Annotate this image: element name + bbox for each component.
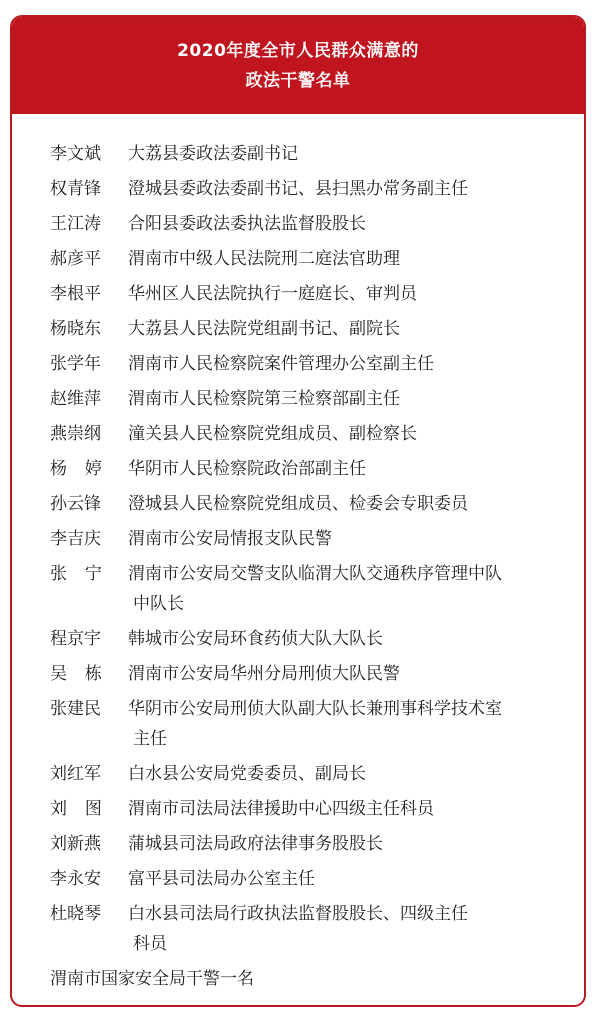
person-name: 李永安 — [50, 869, 101, 889]
person-title — [128, 659, 564, 689]
person-title — [128, 384, 564, 414]
person-name: 杜晓琴 — [50, 904, 101, 924]
person-title — [128, 524, 564, 554]
person-name: 王江涛 — [50, 214, 101, 234]
person-title-text: 潼关县人民检察院党组成员、副检察长 — [128, 424, 417, 444]
person-title-text: 澄城县人民检察院党组成员、检委会专职委员 — [128, 494, 468, 514]
person-name: 郝彦平 — [50, 249, 101, 269]
roster-row — [50, 489, 564, 519]
roster-row — [50, 349, 564, 379]
roster-row — [50, 524, 564, 554]
person-title-text: 合阳县委政法委执法监督股股长 — [128, 214, 366, 234]
roster-row — [50, 794, 564, 824]
person-title — [128, 419, 564, 449]
person-name: 杨婷 — [50, 459, 120, 479]
person-name: 孙云锋 — [50, 494, 101, 514]
person-name: 张学年 — [50, 354, 101, 374]
person-title — [128, 794, 564, 824]
person-name: 张宁 — [50, 564, 120, 584]
person-name: 刘图 — [50, 799, 120, 819]
person-title-text: 大荔县人民法院党组副书记、副院长 — [128, 319, 400, 339]
roster-row — [50, 279, 564, 309]
roster-row — [50, 864, 564, 894]
person-title-text: 华阴市人民检察院政治部副主任 — [128, 459, 366, 479]
roster-row — [50, 384, 564, 414]
person-title-text: 韩城市公安局环食药侦大队大队长 — [128, 629, 383, 649]
roster-row — [50, 454, 564, 484]
roster-row — [50, 244, 564, 274]
person-title-text: 渭南市人民检察院第三检察部副主任 — [128, 389, 400, 409]
roster-row — [50, 624, 564, 654]
person-title-continuation: 中队长 — [133, 594, 184, 614]
footer-entry-text: 渭南市国家安全局干警一名 — [50, 969, 254, 989]
person-title — [128, 864, 564, 894]
person-title — [128, 314, 564, 344]
roster-row — [50, 829, 564, 859]
person-name: 李文斌 — [50, 144, 101, 164]
person-title-continuation: 主任 — [133, 729, 167, 749]
person-title — [128, 489, 564, 519]
person-title — [128, 624, 564, 654]
person-title — [128, 349, 564, 379]
person-title-text: 渭南市人民检察院案件管理办公室副主任 — [128, 354, 434, 374]
person-name: 李吉庆 — [50, 529, 101, 549]
header-title-line1: 2020年度全市人民群众满意的 — [177, 40, 419, 61]
roster-row — [50, 139, 564, 169]
roster-row — [50, 659, 564, 689]
person-name: 权青锋 — [50, 179, 101, 199]
roster-row — [50, 759, 564, 789]
roster-row-footer — [50, 964, 564, 994]
person-name: 张建民 — [50, 699, 101, 719]
person-name: 程京宇 — [50, 629, 101, 649]
person-title-text: 白水县公安局党委委员、副局长 — [128, 764, 366, 784]
person-title-text: 大荔县委政法委副书记 — [128, 144, 298, 164]
person-title — [128, 829, 564, 859]
person-title — [128, 559, 564, 619]
roster-row — [50, 209, 564, 239]
roster-header — [12, 17, 584, 114]
person-title — [128, 454, 564, 484]
person-name: 刘新燕 — [50, 834, 101, 854]
roster-row — [50, 419, 564, 449]
person-name: 刘红军 — [50, 764, 101, 784]
person-name: 李根平 — [50, 284, 101, 304]
person-title-text: 蒲城县司法局政府法律事务股股长 — [128, 834, 383, 854]
person-title-text: 富平县司法局办公室主任 — [128, 869, 315, 889]
person-title-text: 渭南市公安局交警支队临渭大队交通秩序管理中队 — [128, 564, 502, 584]
person-title — [128, 899, 564, 959]
person-title — [128, 279, 564, 309]
person-title-text: 华州区人民法院执行一庭庭长、审判员 — [128, 284, 417, 304]
person-title-text: 澄城县委政法委副书记、县扫黑办常务副主任 — [128, 179, 468, 199]
person-title-text: 渭南市中级人民法院刑二庭法官助理 — [128, 249, 400, 269]
person-title-text: 华阴市公安局刑侦大队副大队长兼刑事科学技术室 — [128, 699, 502, 719]
person-title — [128, 174, 564, 204]
person-title-text: 白水县司法局行政执法监督股股长、四级主任 — [128, 904, 468, 924]
header-title-line2: 政法干警名单 — [245, 70, 351, 91]
roster-row — [50, 559, 564, 619]
roster-row — [50, 694, 564, 754]
roster-row — [50, 899, 564, 959]
person-name: 燕崇纲 — [50, 424, 101, 444]
person-title — [128, 139, 564, 169]
roster-row — [50, 174, 564, 204]
person-title-text: 渭南市司法局法律援助中心四级主任科员 — [128, 799, 434, 819]
roster-row — [50, 314, 564, 344]
person-title-text: 渭南市公安局华州分局刑侦大队民警 — [128, 664, 400, 684]
person-name: 吴栋 — [50, 664, 120, 684]
roster-list — [50, 139, 564, 999]
person-title — [128, 209, 564, 239]
person-title-text: 渭南市公安局情报支队民警 — [128, 529, 332, 549]
person-title-continuation: 科员 — [133, 934, 167, 954]
roster-card — [10, 15, 586, 1007]
person-name: 赵维萍 — [50, 389, 101, 409]
person-title — [128, 694, 564, 754]
person-title — [128, 759, 564, 789]
person-title — [128, 244, 564, 274]
person-name: 杨晓东 — [50, 319, 101, 339]
